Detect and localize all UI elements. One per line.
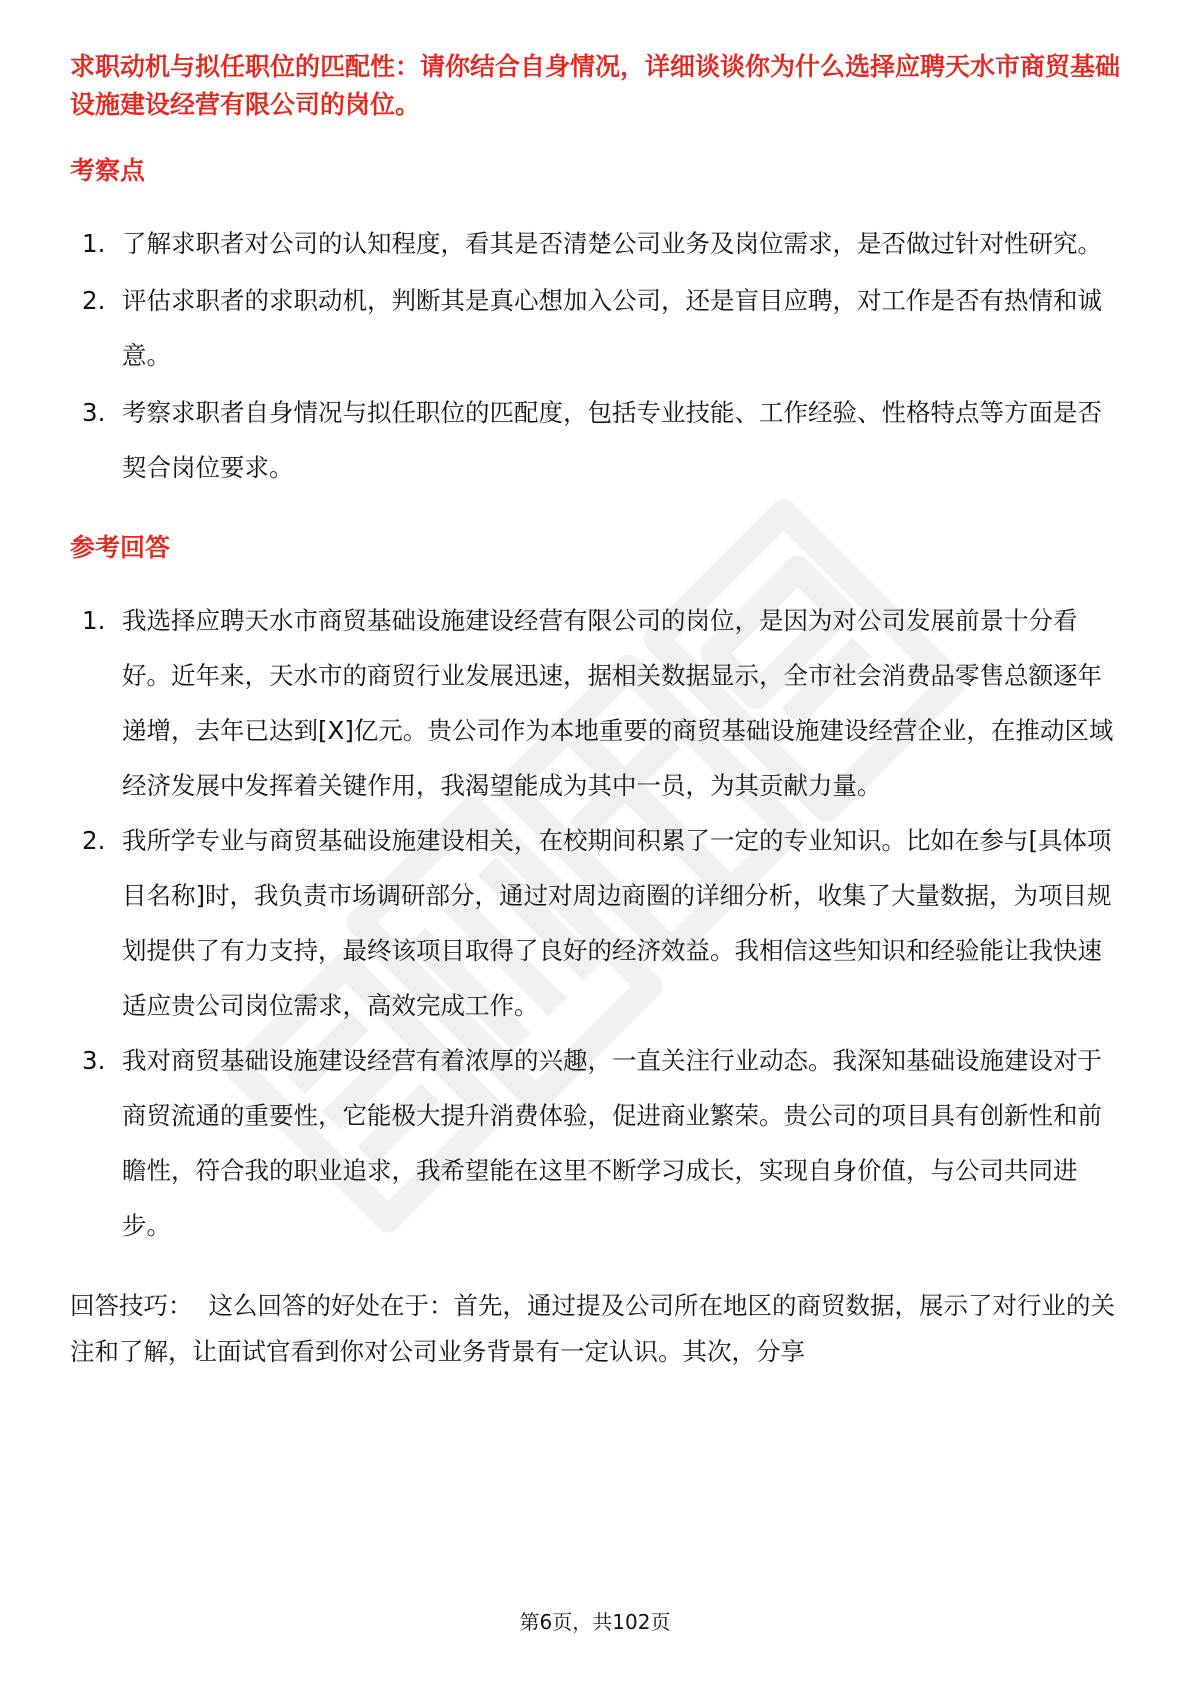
question-heading: 求职动机与拟任职位的匹配性：请你结合自身情况，详细谈谈你为什么选择应聘天水市商贸基础设施建设经营有限公司的岗位。 bbox=[70, 52, 1121, 119]
list-item-number: 2. bbox=[82, 286, 106, 315]
list-item bbox=[70, 593, 1120, 813]
list-item-text: 我对商贸基础设施建设经营有着浓厚的兴趣，一直关注行业动态。我深知基础设施建设对于商贸流通的重要性，它能极大提升消费体验，促进商业繁荣。贵公司的项目具有创新性和前瞻性，符合我的职业追求，我希望能在这里不断学习成长，实现自身价值，与公司共同进步。 bbox=[122, 1046, 1102, 1240]
answer-tips bbox=[70, 1283, 1130, 1375]
list-item-number: 2. bbox=[82, 826, 106, 855]
list-item-text: 评估求职者的求职动机，判断其是真心想加入公司，还是盲目应聘，对工作是否有热情和诚意。 bbox=[122, 286, 1102, 370]
answer-tips-label: 回答技巧： bbox=[70, 1291, 193, 1320]
list-item-text: 了解求职者对公司的认知程度，看其是否清楚公司业务及岗位需求，是否做过针对性研究。 bbox=[122, 229, 1102, 258]
list-item-number: 3. bbox=[82, 398, 106, 427]
section-title-cankaohuida: 参考回答 bbox=[70, 533, 171, 562]
list-item bbox=[70, 216, 1120, 271]
cankaohuida-list bbox=[70, 593, 1120, 1253]
kaochadian-list bbox=[70, 216, 1120, 495]
list-item-number: 1. bbox=[82, 229, 106, 258]
list-item-number: 1. bbox=[82, 606, 106, 635]
document-body bbox=[70, 48, 1120, 1375]
list-item bbox=[70, 813, 1120, 1033]
list-item bbox=[70, 273, 1120, 383]
list-item-text: 我所学专业与商贸基础设施建设相关，在校期间积累了一定的专业知识。比如在参与[具体项目名称]时，我负责市场调研部分，通过对周边商圈的详细分析，收集了大量数据，为项目规划提供了有力支持，最终该项目取得了良好的经济效益。我相信这些知识和经验能让我快速适应贵公司岗位需求，高效完成工作。 bbox=[122, 826, 1112, 1020]
list-item-text: 考察求职者自身情况与拟任职位的匹配度，包括专业技能、工作经验、性格特点等方面是否契合岗位要求。 bbox=[122, 398, 1102, 482]
list-item bbox=[70, 385, 1120, 495]
list-item-text: 我选择应聘天水市商贸基础设施建设经营有限公司的岗位，是因为对公司发展前景十分看好。近年来，天水市的商贸行业发展迅速，据相关数据显示，全市社会消费品零售总额逐年递增，去年已达到[X]亿元。贵公司作为本地重要的商贸基础设施建设经营企业，在推动区域经济发展中发挥着关键作用，我渴望能成为其中一员，为其贡献力量。 bbox=[122, 606, 1114, 800]
section-title-kaochadian: 考察点 bbox=[70, 156, 146, 185]
list-item-number: 3. bbox=[82, 1046, 106, 1075]
page-footer: 第6页，共102页 bbox=[519, 1610, 671, 1634]
list-item bbox=[70, 1033, 1120, 1253]
answer-tips-text: 这么回答的好处在于：首先，通过提及公司所在地区的商贸数据，展示了对行业的关注和了解，让面试官看到你对公司业务背景有一定认识。其次，分享 bbox=[70, 1291, 1115, 1366]
